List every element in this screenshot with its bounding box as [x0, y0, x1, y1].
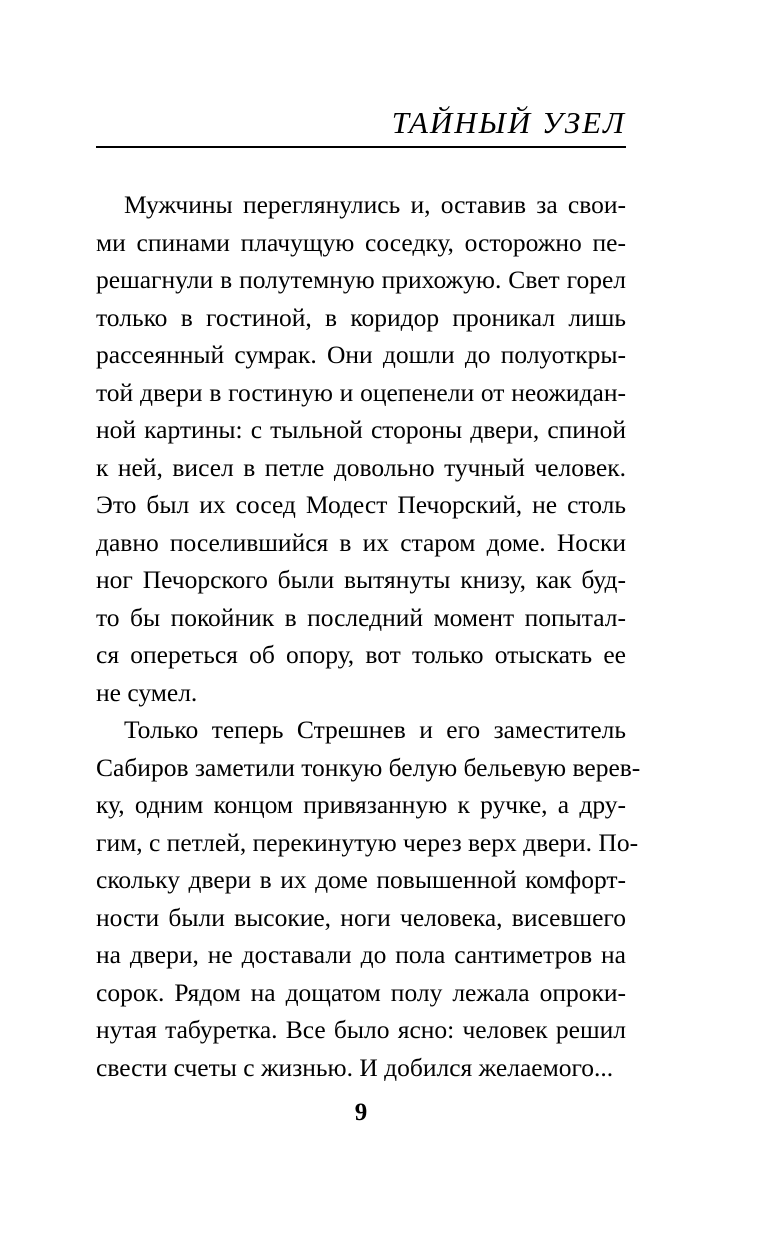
body-text — [96, 186, 641, 1086]
text-line: не сумел. — [96, 677, 198, 707]
text-line: сорок. Рядом на дощатом полу лежала опроки- — [96, 977, 626, 1007]
text-line: ности были высокие, ноги человека, висевшего — [96, 902, 626, 932]
text-line: Только теперь Стрешнев и его заместитель — [124, 715, 626, 744]
text-line: той двери в гостиную и оцепенели от неожидан- — [96, 377, 626, 407]
text-line: только в гостиной, в коридор проникал лишь — [96, 302, 626, 332]
text-line: скольку двери в их доме повышенной комфорт- — [96, 865, 626, 894]
text-line: ся опереться об опору, вот только отыскать ее — [96, 640, 626, 669]
text-line: Сабиров заметили тонкую белую бельевую верев- — [96, 752, 641, 782]
text-line: свести счеты с жизнью. И добился желаемого... — [96, 1052, 614, 1082]
paragraph-2 — [96, 711, 641, 1086]
text-line: ку, одним концом привязанную к ручке, а дру- — [96, 790, 626, 819]
text-line: ной картины: с тыльной стороны двери, спиной — [96, 415, 626, 444]
text-line: нутая табуретка. Все было ясно: человек решил — [96, 1015, 626, 1044]
text-line: ног Печорского были вытянуты книзу, как буд- — [96, 565, 626, 594]
paragraph-1 — [96, 186, 626, 711]
text-line: то бы покойник в последний момент попытал- — [96, 602, 626, 632]
text-line: решагнули в полутемную прихожую. Свет горел — [96, 265, 626, 294]
header-rule — [96, 146, 626, 148]
text-line: Мужчины переглянулись и, оставив за свои- — [124, 190, 626, 219]
text-line: ми спинами плачущую соседку, осторожно пе- — [96, 227, 626, 257]
text-line: к ней, висел в петле довольно тучный человек. — [96, 452, 626, 482]
text-line: рассеянный сумрак. Они дошли до полуоткры- — [96, 340, 626, 369]
text-line: гим, с петлей, перекинутую через верх двери. По- — [96, 827, 639, 857]
running-head: ТАЙНЫЙ УЗЕЛ — [391, 105, 626, 140]
text-line: давно поселившийся в их старом доме. Носки — [96, 527, 626, 557]
page-number: 9 — [354, 1099, 368, 1126]
text-line: на двери, не доставали до пола сантиметров на — [96, 940, 626, 969]
text-line: Это был их сосед Модест Печорский, не столь — [96, 490, 626, 519]
